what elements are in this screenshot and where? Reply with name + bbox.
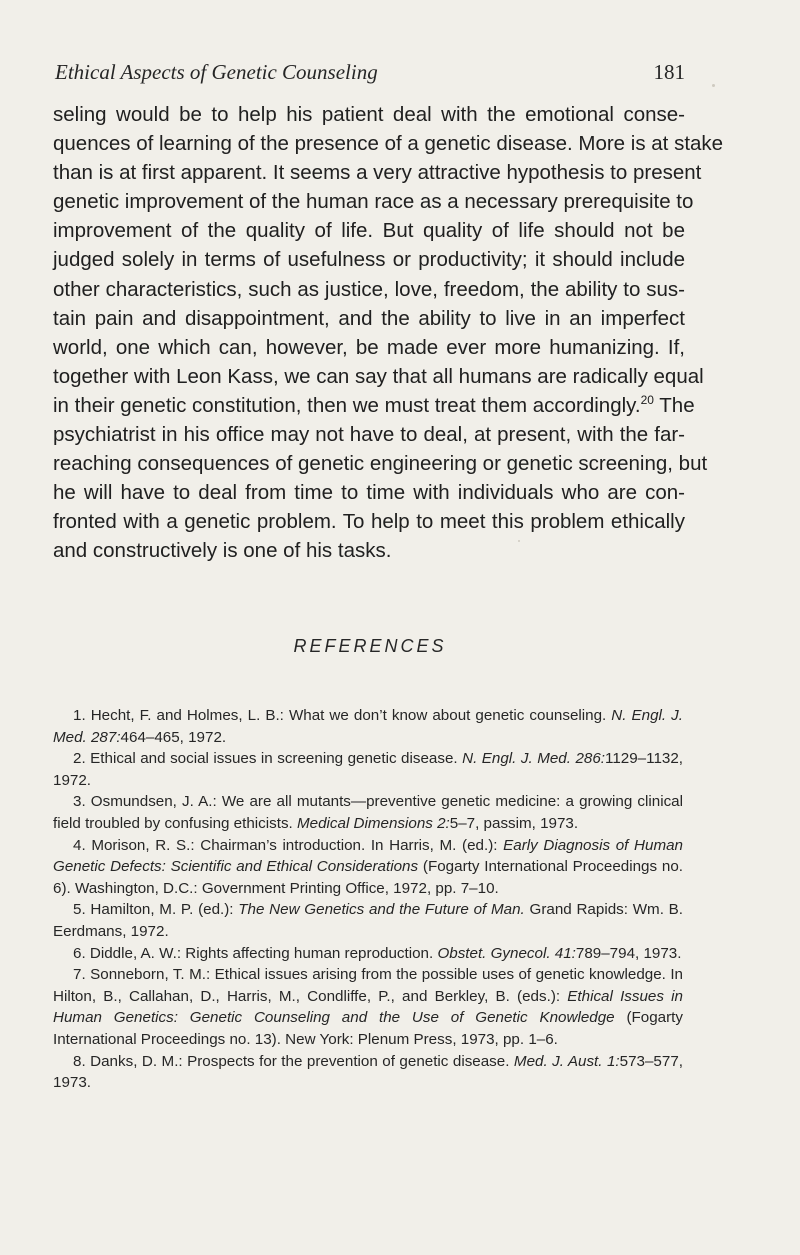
reference-text: 573–577, 1973. bbox=[53, 1052, 683, 1092]
reference-item bbox=[53, 964, 683, 1050]
body-line: other characteristics, such as justice, love, freedom, the ability to sus- bbox=[53, 277, 685, 301]
body-line: reaching consequences of genetic engineering or genetic screening, but bbox=[53, 452, 708, 476]
reference-text: Hecht, F. and Holmes, L. B.: What we don’t know about genetic counseling. bbox=[85, 707, 612, 724]
body-line: fronted with a genetic problem. To help to meet this problem ethically bbox=[53, 510, 685, 534]
reference-italic: Medical Dimensions 2: bbox=[296, 814, 450, 832]
references-heading: REFERENCES bbox=[293, 636, 447, 656]
reference-italic: The New Genetics and the Future of Man. bbox=[238, 901, 525, 919]
reference-number: 6. bbox=[73, 944, 86, 962]
body-line: together with Leon Kass, we can say that all humans are radically equal bbox=[53, 364, 704, 388]
body-line-text: The bbox=[659, 393, 695, 417]
body-line-text: in their genetic constitution, then we must treat them accordingly. bbox=[53, 393, 641, 417]
reference-number: 7. bbox=[73, 966, 86, 984]
reference-text: (Fogarty International Proceedings no. 13). New York: Plenum Press, 1973, pp. 1–6. bbox=[53, 1009, 683, 1048]
reference-text: (Fogarty International Proceedings no. 6). Washington, D.C.: Government Printing Office, 1972, pp. 7–10. bbox=[53, 858, 683, 897]
reference-italic: N. Engl. J. Med. 287: bbox=[53, 707, 683, 746]
reference-number: 5. bbox=[73, 901, 86, 919]
references-list bbox=[53, 705, 683, 1094]
body-line: seling would be to help his patient deal with the emotional conse- bbox=[53, 103, 685, 126]
reference-text: Danks, D. M.: Prospects for the prevention of genetic disease. bbox=[85, 1052, 514, 1070]
reference-italic: Early Diagnosis of Human Genetic Defects: Scientific and Ethical Considerations bbox=[53, 836, 683, 876]
reference-text: Sonneborn, T. M.: Ethical issues arising from the possible uses of genetic knowledge. In Hilton, B., Callahan, D., Harris, M., Condliffe, P., and Berkley, B. (eds.): bbox=[53, 966, 683, 1005]
reference-italic: Med. J. Aust. 1: bbox=[513, 1052, 620, 1070]
body-line: than is at first apparent. It seems a very attractive hypothesis to present bbox=[53, 161, 702, 185]
reference-number: 3. bbox=[73, 793, 86, 811]
reference-number: 8. bbox=[73, 1052, 86, 1070]
reference-number: 4. bbox=[73, 836, 86, 854]
reference-item bbox=[53, 791, 683, 834]
reference-text: Grand Rapids: Wm. B. Eerdmans, 1972. bbox=[53, 901, 684, 940]
reference-text: Morison, R. S.: Chairman’s introduction. In Harris, M. (ed.): bbox=[85, 836, 504, 854]
reference-item bbox=[53, 1051, 683, 1094]
reference-item bbox=[53, 899, 683, 942]
footnote-marker: 20 bbox=[640, 393, 654, 408]
reference-italic: Ethical Issues in Human Genetics: Genetic Counseling and the Use of Genetic Knowledge bbox=[53, 987, 683, 1027]
reference-italic: N. Engl. J. Med. 286: bbox=[462, 750, 606, 768]
reference-text: Osmundsen, J. A.: We are all mutants—preventive genetic medicine: a growing clinical field troubled by confusing ethicists. bbox=[53, 793, 683, 832]
reference-text: 464–465, 1972. bbox=[120, 728, 227, 746]
reference-text: 5–7, passim, 1973. bbox=[449, 814, 579, 832]
body-line: quences of learning of the presence of a genetic disease. More is at stake bbox=[53, 132, 724, 156]
reference-text: 789–794, 1973. bbox=[575, 944, 682, 962]
reference-text: 1129–1132, 1972. bbox=[53, 750, 683, 789]
reference-item bbox=[53, 748, 683, 791]
body-line: improvement of the quality of life. But quality of life should not be bbox=[53, 219, 685, 243]
reference-item bbox=[53, 705, 683, 748]
reference-number: 2. bbox=[73, 750, 86, 768]
reference-text: Hamilton, M. P. (ed.): bbox=[85, 901, 239, 919]
body-paragraph bbox=[53, 100, 724, 566]
body-line-with-footnote bbox=[53, 391, 695, 420]
reference-italic: Obstet. Gynecol. 41: bbox=[437, 944, 576, 962]
body-line: world, one which can, however, be made ever more humanizing. If, bbox=[53, 335, 685, 359]
reference-item bbox=[53, 835, 683, 900]
body-line: judged solely in terms of usefulness or productivity; it should include bbox=[53, 248, 685, 272]
body-line: genetic improvement of the human race as a necessary prerequisite to bbox=[53, 190, 694, 214]
body-line: and constructively is one of his tasks. bbox=[53, 539, 392, 563]
reference-text: Ethical and social issues in screening genetic disease. bbox=[85, 750, 463, 768]
page-number: 181 bbox=[653, 60, 685, 84]
reference-item bbox=[53, 943, 683, 965]
body-line: tain pain and disappointment, and the ability to live in an imperfect bbox=[53, 306, 685, 330]
body-line: he will have to deal from time to time with individuals who are con- bbox=[53, 481, 685, 505]
reference-text: Diddle, A. W.: Rights affecting human reproduction. bbox=[85, 944, 438, 962]
body-line: psychiatrist in his office may not have to deal, at present, with the far- bbox=[53, 423, 685, 447]
running-title: Ethical Aspects of Genetic Counseling bbox=[55, 60, 378, 84]
paper-speck bbox=[518, 540, 520, 542]
paper-speck bbox=[712, 84, 715, 87]
reference-number: 1. bbox=[73, 707, 86, 724]
